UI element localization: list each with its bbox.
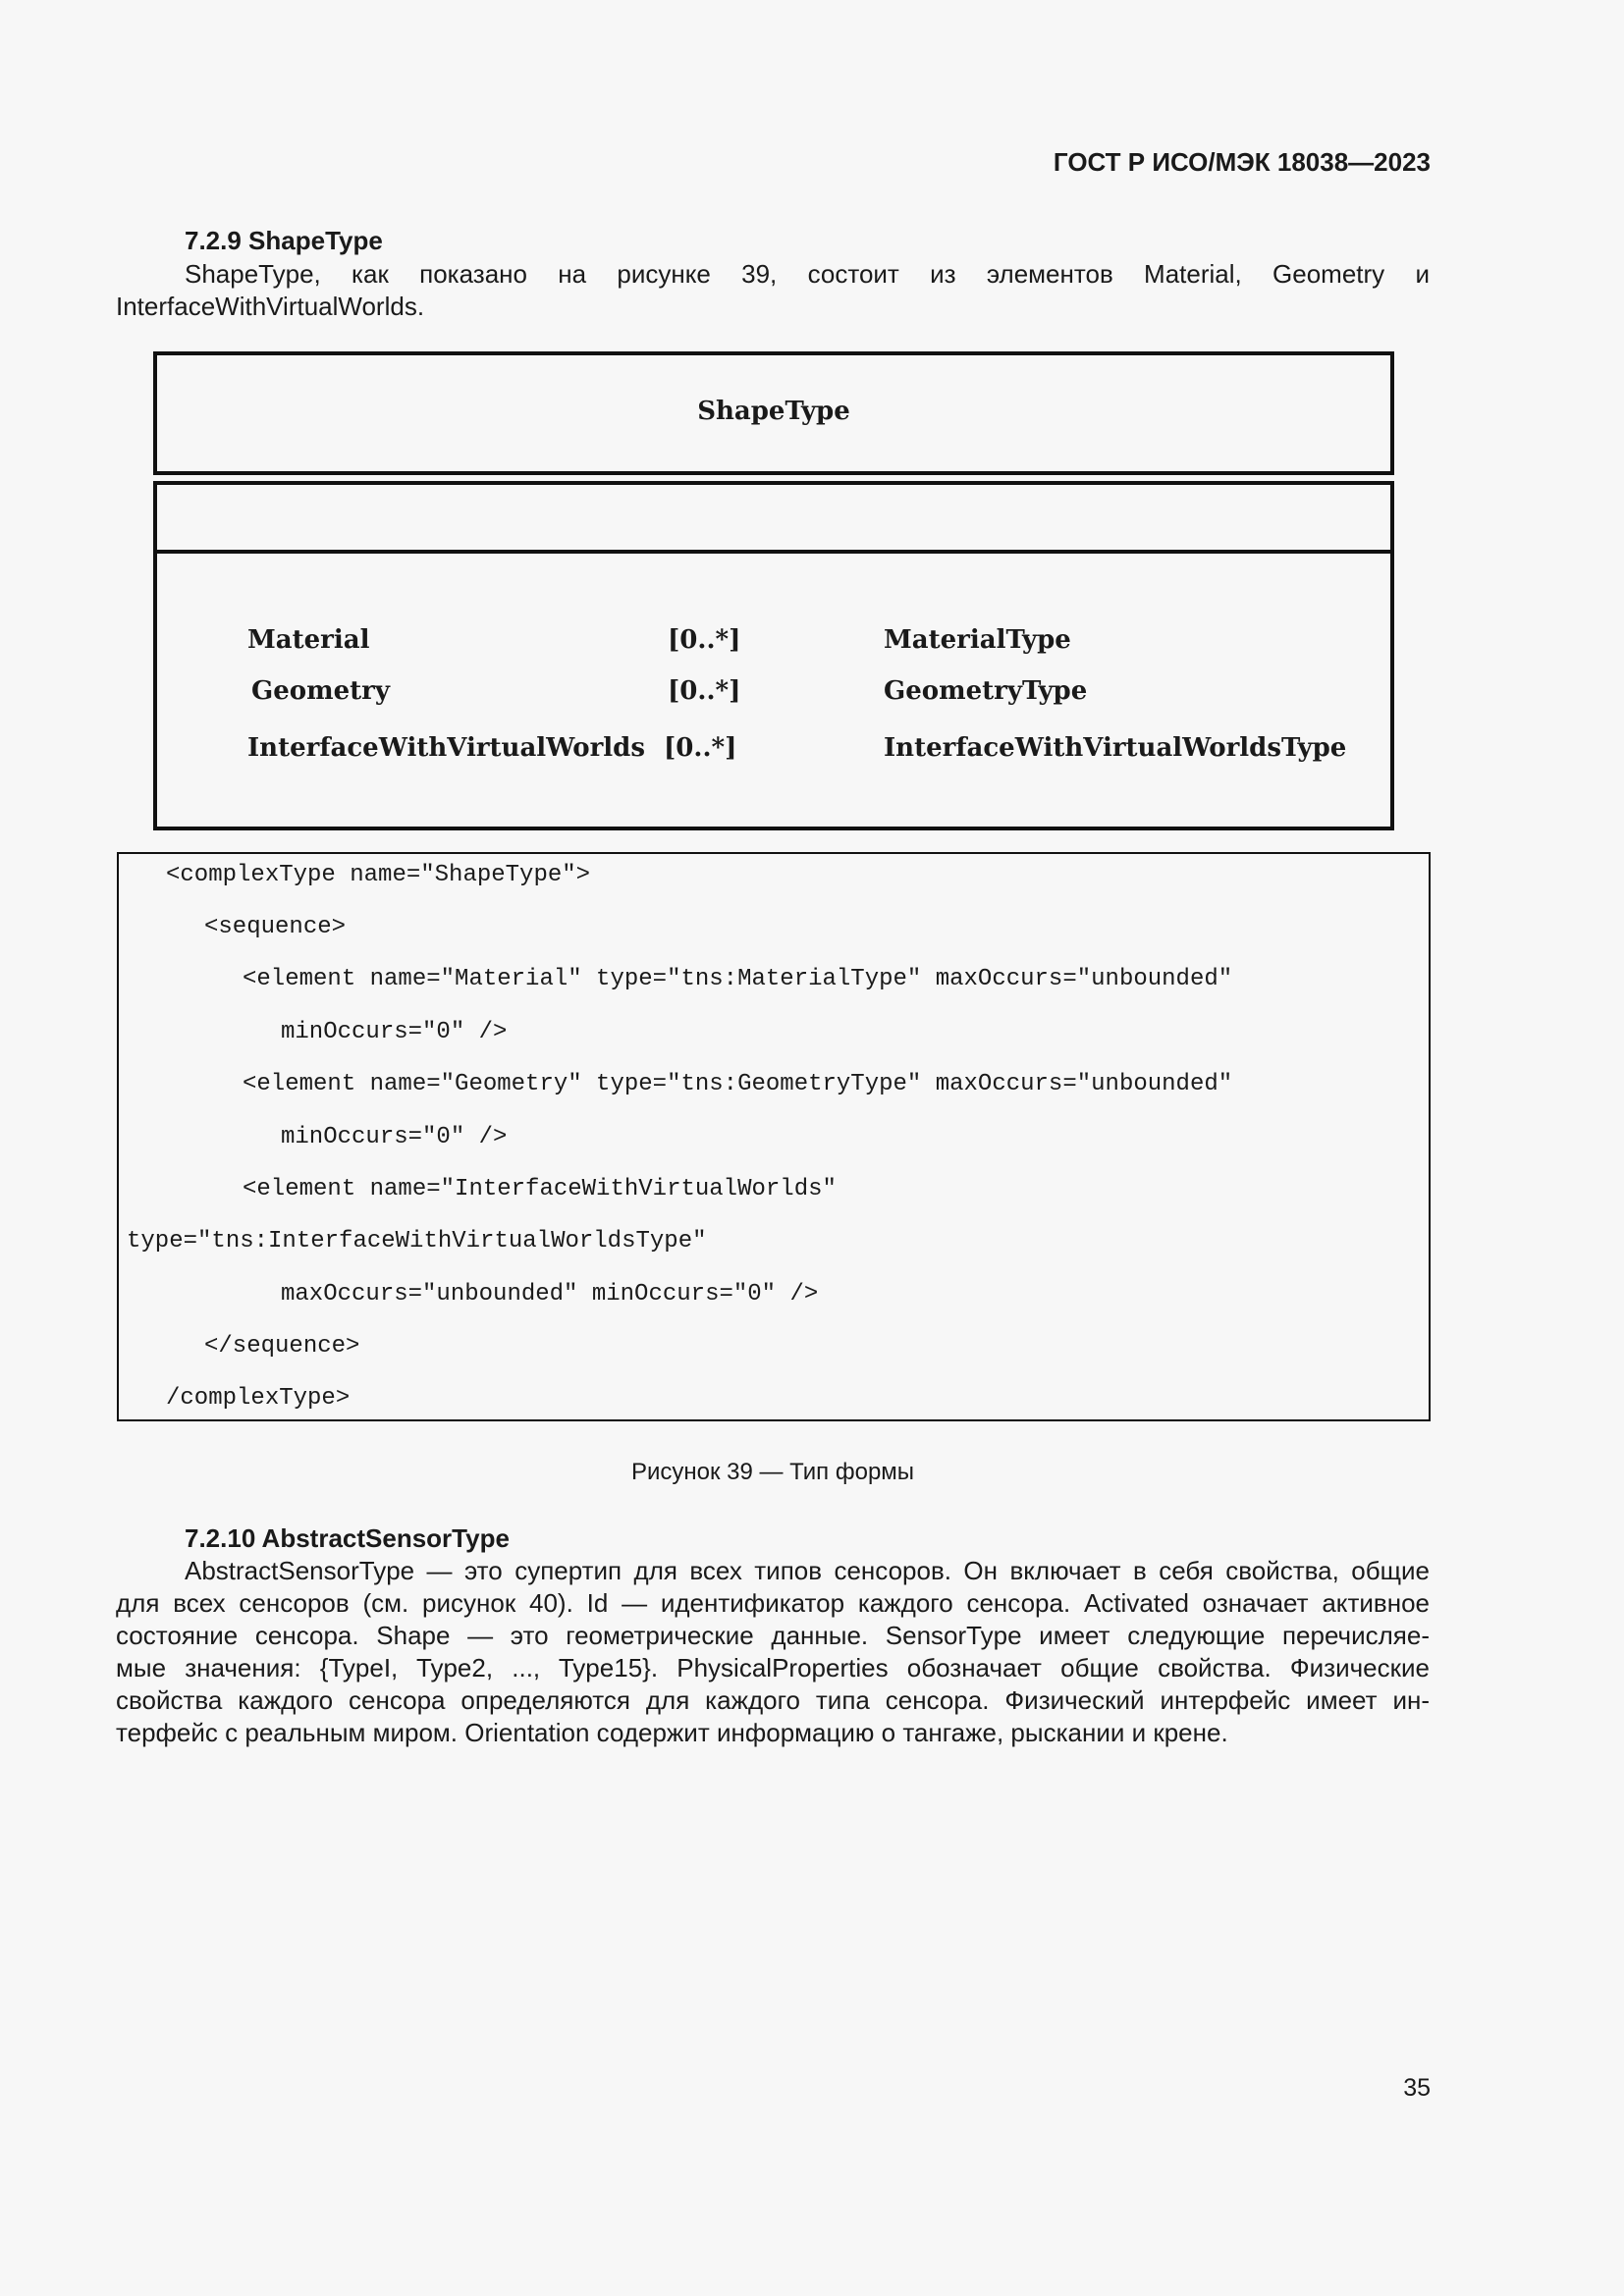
uml-row-name: Geometry <box>251 676 390 706</box>
paragraph-line: состояние сенсора. Shape — это геометрические данные. SensorType имеет следующие перечисляе- <box>116 1621 1430 1650</box>
figure-caption: Рисунок 39 — Тип формы <box>630 1459 915 1485</box>
uml-class-body <box>153 481 1394 830</box>
document-header: ГОСТ Р ИСО/МЭК 18038—2023 <box>1053 147 1431 177</box>
section-intro-line2: InterfaceWithVirtualWorlds. <box>116 292 425 321</box>
uml-divider <box>157 550 1390 554</box>
uml-class-name: ShapeType <box>697 397 850 426</box>
code-line: <element name="InterfaceWithVirtualWorlds" <box>243 1176 837 1202</box>
code-line: type="tns:InterfaceWithVirtualWorldsType" <box>127 1228 707 1255</box>
paragraph-line: AbstractSensorType — это супертип для всех типов сенсоров. Он включает в себя свойства, общие <box>185 1556 1430 1585</box>
section-title-shapetype: 7.2.9 ShapeType <box>185 226 383 255</box>
uml-row-type: InterfaceWithVirtualWorldsType <box>884 733 1347 763</box>
paragraph-line: свойства каждого сенсора определяются для каждого типа сенсора. Физический интерфейс имеет ин- <box>116 1685 1430 1715</box>
uml-row-multiplicity: [0..*] <box>664 733 737 763</box>
code-line: maxOccurs="unbounded" minOccurs="0" /> <box>281 1281 819 1308</box>
code-line: /complexType> <box>166 1385 351 1412</box>
uml-row-multiplicity: [0..*] <box>668 676 741 706</box>
code-line: </sequence> <box>204 1333 360 1360</box>
code-line: minOccurs="0" /> <box>281 1019 508 1045</box>
paragraph-line: терфейс с реальным миром. Orientation содержит информацию о тангаже, рыскании и крене. <box>116 1718 1228 1747</box>
code-line: <sequence> <box>204 914 347 940</box>
page-number: 35 <box>1403 2074 1431 2102</box>
uml-row-type: GeometryType <box>884 676 1088 706</box>
code-line: <complexType name="ShapeType"> <box>166 862 591 888</box>
section-title-abstractsensortype: 7.2.10 AbstractSensorType <box>185 1523 510 1553</box>
uml-row-multiplicity: [0..*] <box>668 625 741 655</box>
code-line: <element name="Geometry" type="tns:GeometryType" maxOccurs="unbounded" <box>243 1071 1233 1097</box>
paragraph-line: для всех сенсоров (см. рисунок 40). Id — идентификатор каждого сенсора. Activated означает активное <box>116 1588 1430 1618</box>
section-intro-line1: ShapeType, как показано на рисунке 39, состоит из элементов Material, Geometry и <box>185 259 1430 289</box>
uml-row-name: Material <box>247 625 370 655</box>
code-line: minOccurs="0" /> <box>281 1124 508 1150</box>
code-line: <element name="Material" type="tns:MaterialType" maxOccurs="unbounded" <box>243 966 1233 992</box>
code-listing <box>117 852 1431 1421</box>
paragraph-line: мые значения: {TypeI, Type2, ..., Type15}. PhysicalProperties обозначает общие свойства. Физические <box>116 1653 1430 1682</box>
uml-class-header <box>153 351 1394 475</box>
uml-row-name: InterfaceWithVirtualWorlds <box>247 733 645 763</box>
uml-row-type: MaterialType <box>884 625 1071 655</box>
